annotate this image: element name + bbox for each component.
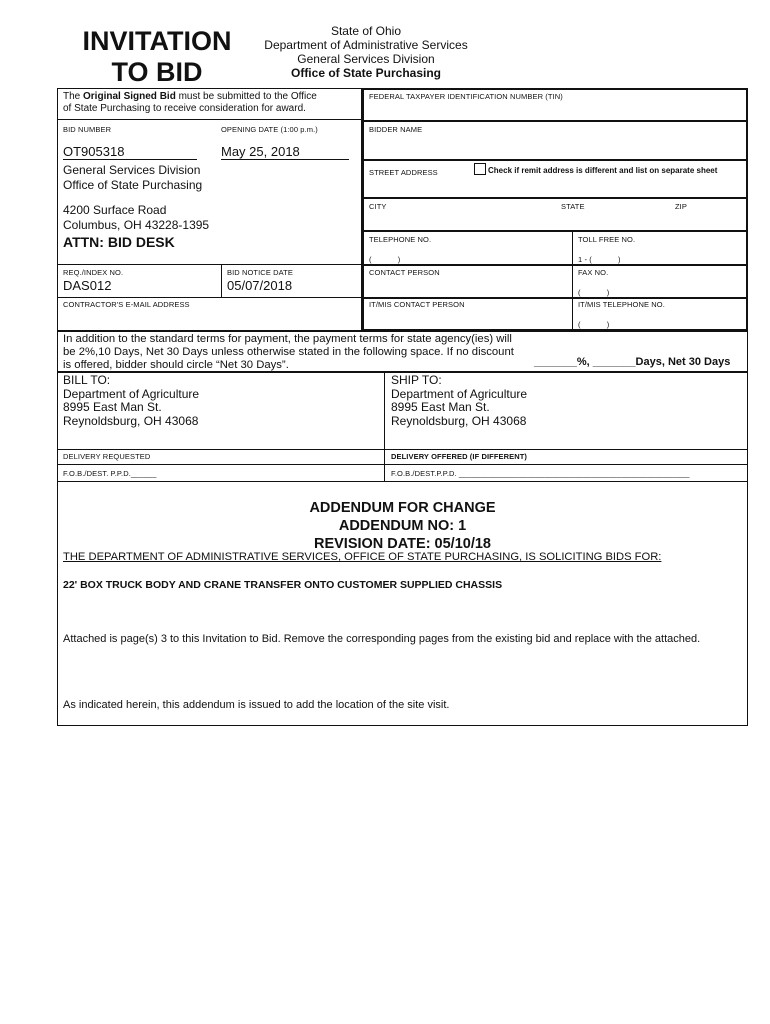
divider	[362, 230, 748, 232]
delivery-requested-label: DELIVERY REQUESTED	[63, 452, 151, 461]
req-index-label: REQ./INDEX NO.	[63, 268, 124, 277]
state-name: State of Ohio	[330, 24, 402, 38]
bid-number-label: BID NUMBER	[63, 125, 112, 134]
opening-date-value: May 25, 2018	[221, 144, 349, 160]
bill-to-label: BILL TO:	[63, 373, 111, 387]
bid-item-title: 22' BOX TRUCK BODY AND CRANE TRANSFER ONTO CUSTOMER SUPPLIED CHASSIS	[63, 579, 503, 591]
bid-number-value: OT905318	[63, 144, 197, 160]
telephone-label: TELEPHONE NO.	[369, 235, 432, 244]
divider	[221, 264, 222, 298]
toll-free-input[interactable]: 1 - ( )	[578, 255, 621, 264]
addendum-number: ADDENDUM NO: 1	[338, 518, 467, 534]
checkbox-icon[interactable]	[474, 163, 486, 175]
fein-input[interactable]	[366, 102, 744, 120]
addendum-title: ADDENDUM FOR CHANGE	[309, 500, 496, 516]
department-name: Department of Administrative Services	[264, 38, 468, 52]
addendum-paragraph-2: As indicated herein, this addendum is issued to add the location of the site visit.	[63, 699, 450, 711]
telephone-input[interactable]: ( )	[369, 255, 401, 264]
agency-block	[260, 24, 472, 80]
soliciting-statement: THE DEPARTMENT OF ADMINISTRATIVE SERVICES, OFFICE OF STATE PURCHASING, IS SOLICITING BIDS FOR:	[63, 551, 662, 563]
ship-to-block: SHIP TO: Department of Agriculture 8995 East Man St. Reynoldsburg, OH 43068	[391, 373, 528, 428]
street-address-label: STREET ADDRESS	[369, 168, 438, 177]
divider	[57, 264, 362, 265]
payment-terms-blanks[interactable]: _______%, _______Days, Net 30 Days	[534, 356, 731, 368]
fax-input[interactable]: ( )	[578, 288, 610, 297]
fax-label: FAX NO.	[578, 268, 609, 277]
office-name: Office of State Purchasing	[290, 66, 442, 80]
payment-terms-text: In addition to the standard terms for payment, the payment terms for state agency(ies) will be 2%,10 Days, Net 30 Days unless otherwise stated in the following space. If no discount is offered, bidder should circle “Net 30 Days”.	[63, 333, 514, 371]
divider	[362, 264, 748, 266]
bidder-name-label: BIDDER NAME	[369, 125, 423, 134]
mailing-address: General Services Division Office of State Purchasing 4200 Surface Road Columbus, OH 43228-1395	[63, 163, 210, 232]
division-name: General Services Division	[297, 52, 435, 66]
bidder-name-input[interactable]	[366, 135, 744, 157]
divider	[57, 119, 362, 120]
title-line-1: INVITATION	[82, 26, 232, 56]
bill-to-block: BILL TO: Department of Agriculture 8995 East Man St. Reynoldsburg, OH 43068	[63, 373, 200, 428]
contractor-email-input[interactable]	[59, 308, 359, 328]
fob-left[interactable]: F.O.B./DEST. P.P.D.______	[63, 469, 157, 478]
fein-label: FEDERAL TAXPAYER IDENTIFICATION NUMBER (TIN)	[369, 92, 563, 101]
contact-person-label: CONTACT PERSON	[369, 268, 440, 277]
itmis-telephone-input[interactable]: ( )	[578, 320, 610, 329]
toll-free-label: TOLL FREE NO.	[578, 235, 636, 244]
itmis-telephone-label: IT/MIS TELEPHONE NO.	[578, 300, 665, 309]
city-label: CITY	[369, 202, 387, 211]
zip-label: ZIP	[675, 202, 687, 211]
divider	[57, 464, 748, 465]
document-title	[62, 26, 252, 88]
divider	[572, 230, 573, 331]
remit-address-checkbox[interactable]: Check if remit address is different and list on separate sheet	[474, 163, 717, 175]
opening-date-label: OPENING DATE (1:00 p.m.)	[221, 125, 318, 134]
divider	[362, 159, 748, 161]
fob-right[interactable]: F.O.B./DEST.P.P.D. ______________________________________________________	[391, 469, 690, 478]
ship-to-label: SHIP TO:	[391, 373, 442, 387]
itmis-contact-label: IT/MIS CONTACT PERSON	[369, 300, 465, 309]
divider	[362, 297, 748, 299]
divider	[57, 297, 362, 298]
bid-notice-date-value: 05/07/2018	[227, 278, 293, 293]
delivery-offered-label: DELIVERY OFFERED (IF DIFFERENT)	[391, 452, 528, 461]
addendum-heading	[57, 499, 748, 553]
attn-line: ATTN: BID DESK	[63, 234, 175, 250]
bid-notice-date-label: BID NOTICE DATE	[227, 268, 293, 277]
submission-notice: The Original Signed Bid must be submitted to the Office of State Purchasing to receive consideration for award.	[63, 91, 317, 114]
state-label: STATE	[561, 202, 585, 211]
revision-date: REVISION DATE: 05/10/18	[313, 536, 492, 552]
req-index-value: DAS012	[63, 278, 112, 293]
contractor-email-label: CONTRACTOR'S E-MAIL ADDRESS	[63, 300, 190, 309]
title-line-2: TO BID	[111, 57, 203, 87]
divider	[362, 120, 748, 122]
divider	[362, 197, 748, 199]
addendum-paragraph-1: Attached is page(s) 3 to this Invitation to Bid. Remove the corresponding pages from the existing bid and replace with the attached.	[63, 633, 701, 645]
